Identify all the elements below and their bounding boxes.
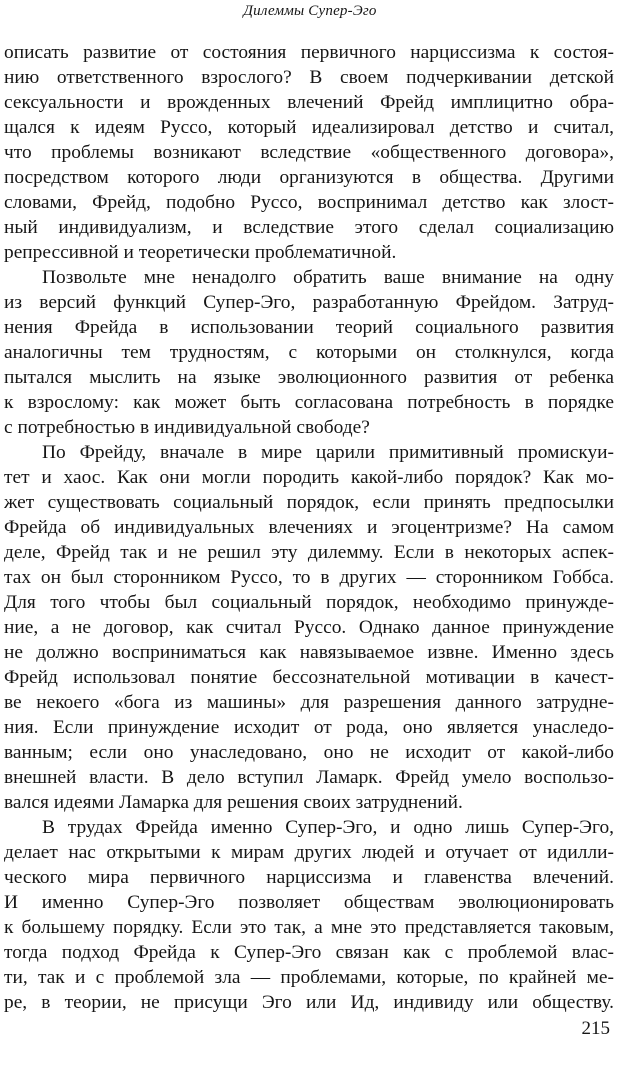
text-line: описать развитие от состояния первичного нарциссизма к состоя-: [4, 42, 614, 63]
text-line: внешней власти. В дело вступил Ламарк. Фрейд умело воспользо-: [4, 767, 614, 788]
text-line: щался к идеям Руссо, который идеализировал детство и считал,: [4, 117, 614, 138]
text-line: нию ответственного взрослого? В своем подчеркивании детской: [4, 67, 614, 88]
text-line: словами, Фрейд, подобно Руссо, воспринимал детство как злост-: [4, 192, 614, 213]
text-line: не должно восприниматься как навязываемое извне. Именно здесь: [4, 642, 614, 663]
text-line: ние, а не договор, как считал Руссо. Однако данное принуждение: [4, 617, 614, 638]
text-line: нения Фрейда в использовании теорий социального развития: [4, 317, 614, 338]
text-line: к большему порядку. Если это так, а мне это представляется таковым,: [4, 917, 614, 938]
text-line: с потребностью в индивидуальной свободе?: [4, 417, 370, 438]
text-line: деле, Фрейд так и не решил эту дилемму. Если в некоторых аспек-: [4, 542, 614, 563]
paragraph-first-line: В трудах Фрейда именно Супер-Эго, и одно лишь Супер-Эго,: [42, 817, 614, 838]
text-line: тах он был сторонником Руссо, то в других — сторонником Гоббса.: [4, 567, 614, 588]
text-line: жет существовать социальный порядок, если принять предпосылки: [4, 492, 614, 513]
text-line: что проблемы возникают вследствие «общественного договора»,: [4, 142, 614, 163]
paragraph-first-line: Позвольте мне ненадолго обратить ваше внимание на одну: [42, 267, 614, 288]
text-line: сексуальности и врожденных влечений Фрейд имплицитно обра-: [4, 92, 614, 113]
text-line: ческого мира первичного нарциссизма и главенства влечений.: [4, 867, 614, 888]
text-line: И именно Супер-Эго позволяет обществам эволюционировать: [4, 892, 614, 913]
text-line: ве некоего «бога из машины» для разрешения данного затрудне-: [4, 692, 614, 713]
text-line: аналогичны тем трудностям, с которыми он столкнулся, когда: [4, 342, 614, 363]
paragraph-first-line: По Фрейду, вначале в мире царили примитивный промискуи-: [42, 442, 614, 463]
text-line: пытался мыслить на языке эволюционного развития от ребенка: [4, 367, 614, 388]
text-line: из версий функций Супер-Эго, разработанную Фрейдом. Затруд-: [4, 292, 614, 313]
text-line: посредством которого люди организуются в общества. Другими: [4, 167, 614, 188]
text-line: Фрейд использовал понятие бессознательной мотивации в качест-: [4, 667, 614, 688]
text-line: к взрослому: как может быть согласована потребность в порядке: [4, 392, 614, 413]
running-header: Дилеммы Супер-Эго: [243, 3, 377, 19]
text-line: Для того чтобы был социальный порядок, необходимо принужде-: [4, 592, 614, 613]
text-line: ный индивидуализм, и вследствие этого сделал социализацию: [4, 217, 614, 238]
text-line: Фрейда об индивидуальных влечениях и эгоцентризме? На самом: [4, 517, 614, 538]
text-line: тет и хаос. Как они могли породить какой-либо порядок? Как мо-: [4, 467, 614, 488]
page-number: 215: [581, 1018, 610, 1039]
text-line: репрессивной и теоретически проблематичной.: [4, 242, 397, 263]
text-line: делает нас открытыми к мирам других людей и отучает от идилли-: [4, 842, 614, 863]
text-line: ре, в теории, не присущи Эго или Ид, индивиду или обществу.: [4, 992, 614, 1013]
text-line: тогда подход Фрейда к Супер-Эго связан как с проблемой влас-: [4, 942, 614, 963]
text-line: ния. Если принуждение исходит от рода, оно является унаследо-: [4, 717, 614, 738]
text-line: ванным; если оно унаследовано, оно не исходит от какой-либо: [4, 742, 614, 763]
text-line: вался идеями Ламарка для решения своих затруднений.: [4, 792, 463, 813]
text-line: ти, так и с проблемой зла — проблемами, которые, по крайней ме-: [4, 967, 614, 988]
